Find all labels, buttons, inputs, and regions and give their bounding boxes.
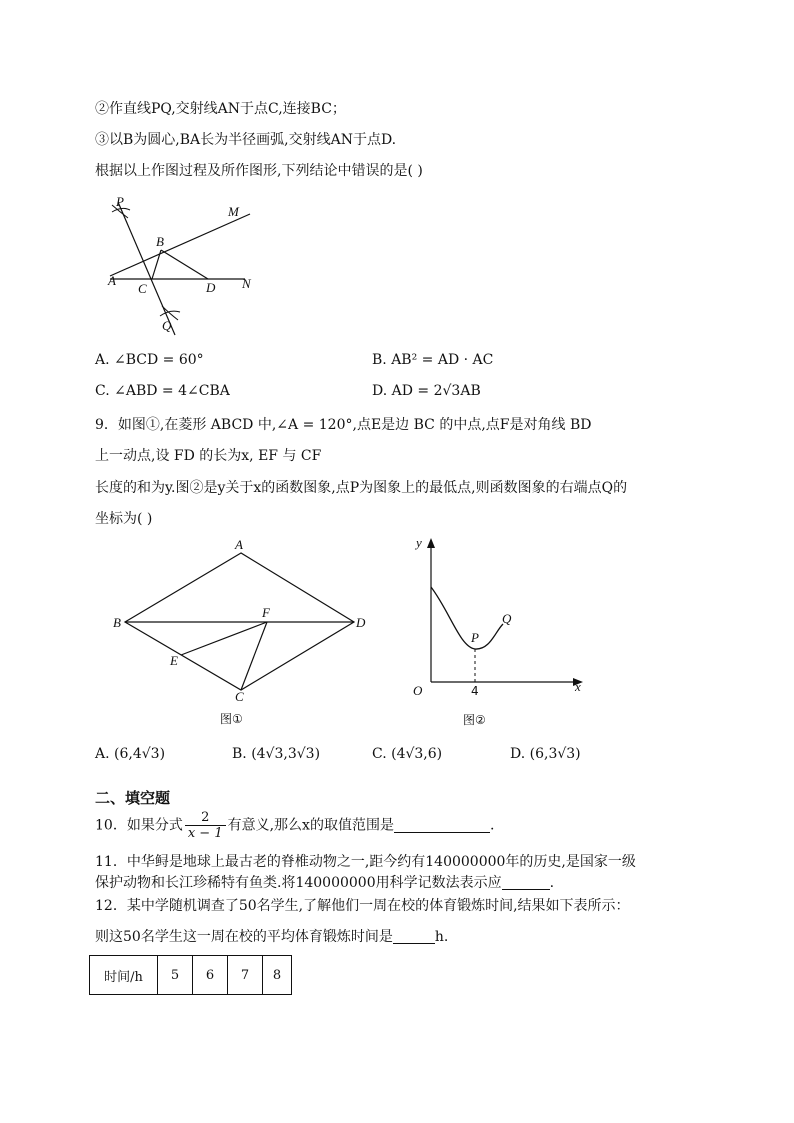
fig2-label-y: y — [416, 535, 422, 550]
q9-line-2: 上一动点,设 FD 的长为x, EF 与 CF — [95, 448, 322, 464]
q9-line-1: 9．如图①,在菱形 ABCD 中,∠A = 120°,点E是边 BC 的中点,点F是对角线 BD — [95, 417, 592, 433]
fig2-label-o: O — [413, 683, 423, 698]
q12-line-1: 12．某中学随机调查了50名学生,了解他们一周在校的体育锻炼时间,结果如下表所示： — [95, 898, 630, 914]
q10-end: . — [489, 817, 495, 834]
fig8-label-p: P — [116, 194, 124, 209]
q8-choice-c[interactable]: C. ∠ABD = 4∠CBA — [95, 383, 230, 399]
q9-graph-figure — [405, 532, 595, 732]
table-cell: 5 — [158, 956, 193, 995]
table-cell: 6 — [193, 956, 228, 995]
q10-frac-num: 2 — [185, 810, 226, 826]
fig8-label-q: Q — [162, 318, 172, 333]
fig1-label-d: D — [356, 615, 366, 630]
fig1-label-a: A — [235, 537, 243, 552]
q8-construction-figure — [100, 192, 270, 342]
q9-line-4: 坐标为( ) — [95, 511, 153, 527]
fig1-label-e: E — [170, 653, 178, 668]
fig8-label-a: A — [108, 273, 116, 288]
q10-prefix: 10．如果分式 — [95, 817, 183, 834]
q9-choice-c[interactable]: C. (4√3,6) — [372, 746, 443, 762]
q11-line-2-text: 保护动物和长江珍稀特有鱼类.将140000000用科学记数法表示应 — [95, 875, 502, 891]
fig2-tick-4: 4 — [471, 684, 479, 698]
table-header-cell: 时间/h — [90, 956, 158, 995]
q8-choice-b[interactable]: B. AB² = AD · AC — [372, 352, 494, 368]
section-title-fill-blank: 二、填空题 — [95, 789, 171, 807]
table-cell: 8 — [263, 956, 292, 995]
exercise-time-table — [89, 955, 292, 995]
fig2-label-x: x — [575, 679, 581, 694]
q10-fraction — [185, 810, 226, 841]
q11-line-2 — [95, 872, 554, 892]
fig2-label-q: Q — [502, 611, 512, 626]
q10-answer-blank[interactable] — [394, 818, 490, 833]
q8-choice-a[interactable]: A. ∠BCD = 60° — [95, 352, 204, 368]
q9-choice-d[interactable]: D. (6,3√3) — [510, 746, 581, 762]
step3-text: ③以B为圆心,BA长为半径画弧,交射线AN于点D. — [95, 132, 397, 148]
q8-question: 根据以上作图过程及所作图形,下列结论中错误的是( ) — [95, 163, 423, 179]
fig8-label-m: M — [228, 204, 239, 219]
q9-line-3: 长度的和为y.图②是y关于x的函数图象,点P为图象上的最低点,则函数图象的右端点Q的 — [95, 480, 628, 496]
fig1-label-c: C — [235, 689, 244, 704]
fig2-label-p: P — [471, 630, 479, 645]
q11-line-1: 11．中华鲟是地球上最古老的脊椎动物之一,距今约有140000000年的历史,是国家一级 — [95, 854, 636, 870]
step2-text: ②作直线PQ,交射线AN于点C,连接BC； — [95, 101, 346, 117]
q11-end: . — [549, 875, 555, 891]
table-row — [90, 956, 292, 995]
q9-choice-b[interactable]: B. (4√3,3√3) — [232, 746, 321, 762]
fig2-caption: 图② — [463, 713, 486, 727]
q9-rhombus-figure — [105, 535, 380, 735]
fig1-caption: 图① — [220, 712, 243, 726]
q11-answer-blank[interactable] — [502, 875, 550, 890]
q12-answer-blank[interactable] — [393, 929, 435, 944]
q9-choice-a[interactable]: A. (6,4√3) — [95, 746, 166, 762]
q8-choice-d[interactable]: D. AD = 2√3AB — [372, 383, 481, 399]
fig8-label-n: N — [242, 276, 251, 291]
q10-suffix: 有意义,那么x的取值范围是 — [227, 817, 394, 834]
fig1-label-b: B — [113, 615, 121, 630]
fig1-label-f: F — [262, 605, 270, 620]
q12-line-2 — [95, 926, 448, 946]
q10-frac-den: x − 1 — [187, 826, 223, 841]
fig8-label-d: D — [206, 280, 216, 295]
table-cell: 7 — [228, 956, 263, 995]
q10-text — [95, 810, 494, 841]
q12-unit: h. — [434, 929, 449, 945]
fig8-label-b: B — [156, 234, 164, 249]
fig8-label-c: C — [138, 281, 147, 296]
q12-line-2-text: 则这50名学生这一周在校的平均体育锻炼时间是 — [95, 929, 393, 945]
